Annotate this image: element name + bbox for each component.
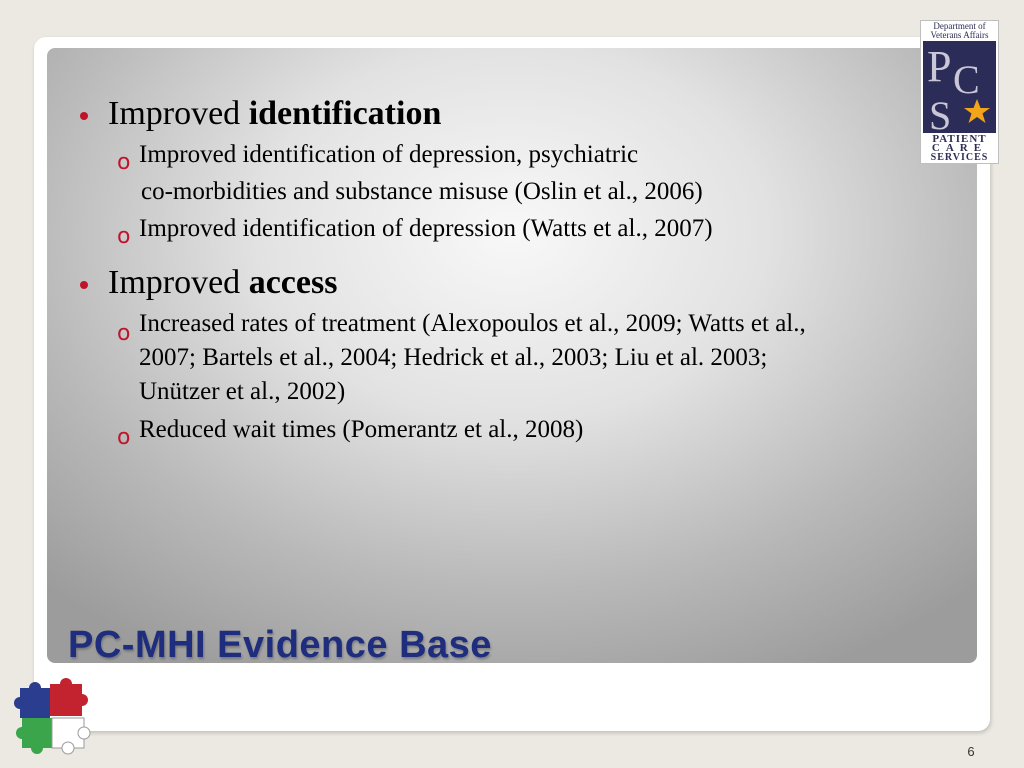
bullet-access bbox=[78, 261, 958, 305]
sub-bullet-text: Reduced wait times (Pomerantz et al., 2008) bbox=[139, 416, 584, 443]
logo-bottom-line3: SERVICES bbox=[930, 152, 989, 163]
bullet-bold-text: access bbox=[248, 264, 338, 301]
puzzle-piece-blue bbox=[14, 682, 50, 718]
sub-bullet bbox=[78, 411, 958, 448]
bullet-list bbox=[78, 92, 958, 448]
sub-bullet-text: Increased rates of treatment (Alexopoulos et al., 2009; Watts et al., bbox=[139, 310, 806, 337]
bullet-lead-text: Improved bbox=[108, 95, 249, 132]
sub-bullet-text: Improved identification of depression (Watts et al., 2007) bbox=[139, 215, 713, 242]
sub-bullet bbox=[78, 210, 958, 247]
logo-top-line1: Department of bbox=[933, 21, 986, 31]
slide-title: PC-MHI Evidence Base bbox=[68, 624, 492, 666]
sub-bullet-text: co-morbidities and substance misuse (Oslin et al., 2006) bbox=[141, 178, 703, 205]
puzzle-piece-red bbox=[50, 678, 88, 716]
logo-letter-c: C bbox=[953, 57, 980, 102]
bullet-dot-icon bbox=[80, 112, 88, 120]
page-number: 6 bbox=[967, 744, 975, 759]
puzzle-pieces-icon bbox=[10, 674, 100, 762]
sub-bullet-text: Unützer et al., 2002) bbox=[139, 378, 346, 405]
logo-bottom-line1: PATIENT bbox=[932, 133, 987, 145]
sub-bullet bbox=[78, 136, 958, 173]
sub-bullet-ring-icon: o bbox=[117, 321, 131, 346]
sub-bullet-text: 2007; Bartels et al., 2004; Hedrick et al., 2003; Liu et al. 2003; bbox=[139, 344, 768, 371]
sub-bullet-ring-icon: o bbox=[117, 150, 131, 175]
bullet-identification bbox=[78, 92, 958, 136]
sub-bullet bbox=[78, 307, 958, 409]
logo-letter-s: S bbox=[929, 93, 952, 133]
bullet-bold-text: identification bbox=[248, 95, 442, 132]
bullet-lead-text: Improved bbox=[108, 264, 249, 301]
bullet-dot-icon bbox=[80, 281, 88, 289]
puzzle-piece-green bbox=[16, 718, 52, 754]
logo-top-line2: Veterans Affairs bbox=[930, 30, 989, 40]
sub-bullet-text: Improved identification of depression, psychiatric bbox=[139, 141, 639, 168]
sub-bullet-continuation bbox=[78, 173, 958, 210]
sub-bullet-ring-icon: o bbox=[117, 425, 131, 450]
logo-star-icon bbox=[964, 99, 990, 123]
logo-letter-p: P bbox=[927, 42, 952, 91]
logo-department-text bbox=[921, 22, 998, 40]
puzzle-piece-white bbox=[52, 718, 90, 754]
logo-bottom-line2: CARE bbox=[931, 142, 988, 154]
sub-bullet-ring-icon: o bbox=[117, 224, 131, 249]
